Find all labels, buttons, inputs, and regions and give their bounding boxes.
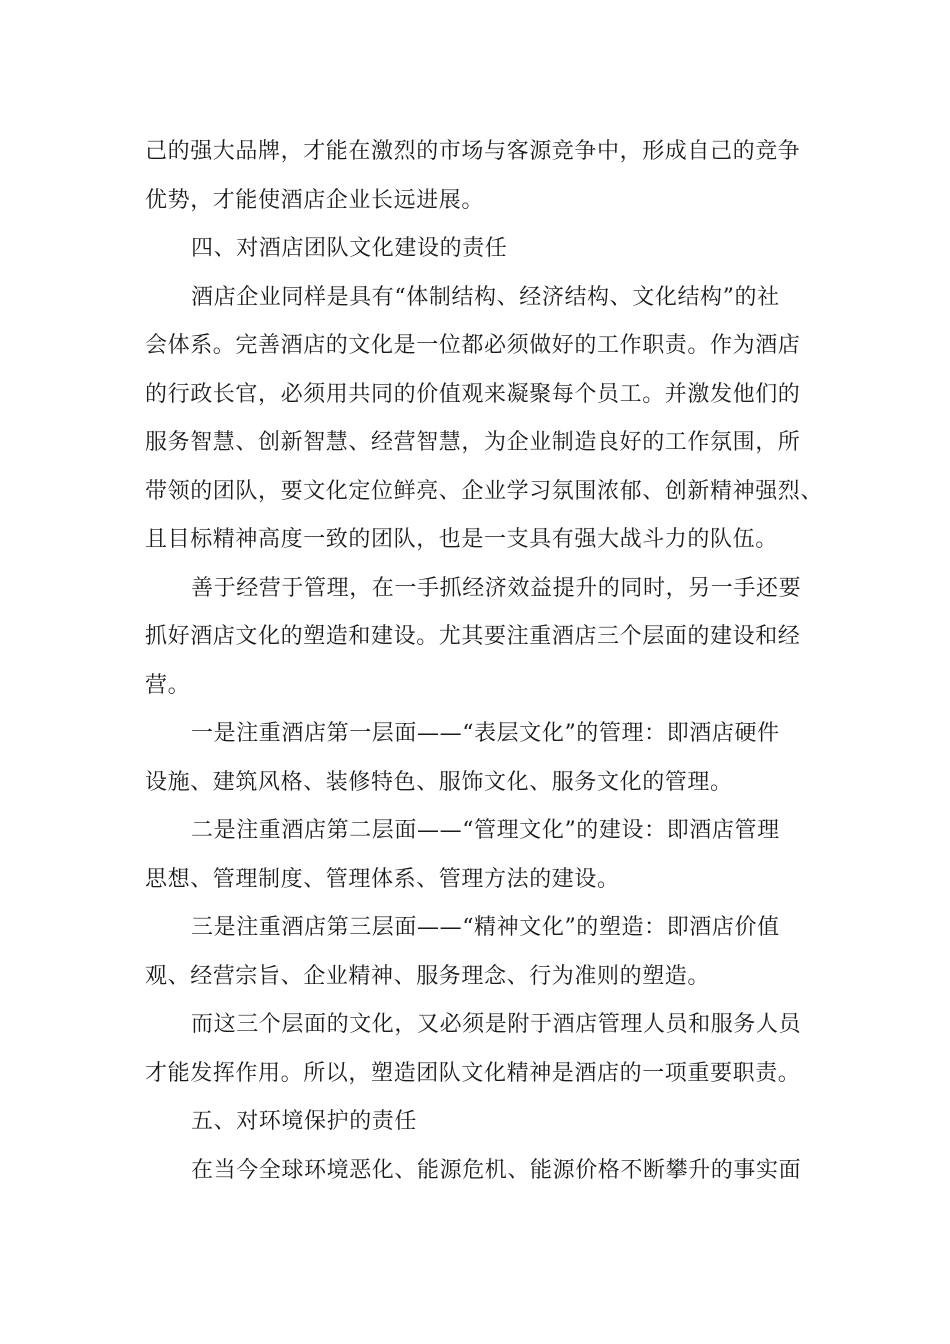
text-line: 一是注重酒店第一层面——“表层文化”的管理：即酒店硬件 xyxy=(191,721,780,746)
text-line: 酒店企业同样是具有“体制结构、经济结构、文化结构”的社 xyxy=(191,284,780,310)
text-line: 的行政长官，必须用共同的价值观来凝聚每个员工。并激发他们的 xyxy=(145,381,801,407)
paragraph xyxy=(145,1001,835,1098)
text-line: 而这三个层面的文化，又必须是附于酒店管理人员和服务人员 xyxy=(191,1012,802,1037)
text-line: 带领的团队，要文化定位鲜亮、企业学习氛围浓郁、创新精神强烈、 xyxy=(145,478,824,504)
text-line: 优势，才能使酒店企业长远进展。 xyxy=(145,187,485,213)
text-line: 二是注重酒店第二层面——“管理文化”的建设：即酒店管理 xyxy=(191,818,780,843)
paragraph-continuation xyxy=(145,128,835,225)
text-line: 己的强大品牌，才能在激烈的市场与客源竞争中，形成自己的竞争 xyxy=(145,139,801,164)
text-line: 营。 xyxy=(145,672,191,698)
text-line: 才能发挥作用。所以，塑造团队文化精神是酒店的一项重要职责。 xyxy=(145,1060,801,1086)
text-line: 服务智慧、创新智慧、经营智慧，为企业制造良好的工作氛围，所 xyxy=(145,430,801,455)
section-heading-4 xyxy=(145,225,835,274)
text-line: 思想、管理制度、管理体系、管理方法的建设。 xyxy=(145,866,620,892)
text-line: 设施、建筑风格、装修特色、服饰文化、服务文化的管理。 xyxy=(145,769,733,795)
text-line: 抓好酒店文化的塑造和建设。尤其要注重酒店三个层面的建设和经 xyxy=(145,624,801,649)
paragraph xyxy=(145,1147,835,1196)
text-line: 在当今全球环境恶化、能源危机、能源价格不断攀升的事实面 xyxy=(191,1157,802,1183)
text-line: 三是注重酒店第三层面——“精神文化”的塑造：即酒店价值 xyxy=(191,915,780,940)
paragraph xyxy=(145,565,835,711)
text-line: 四、对酒店团队文化建设的责任 xyxy=(191,236,508,261)
text-line: 且目标精神高度一致的团队，也是一支具有强大战斗力的队伍。 xyxy=(145,527,778,552)
text-line: 五、对环境保护的责任 xyxy=(191,1109,418,1134)
text-line: 会体系。完善酒店的文化是一位都必须做好的工作职责。作为酒店 xyxy=(145,333,801,358)
paragraph xyxy=(145,807,835,904)
paragraph xyxy=(145,274,835,565)
section-heading-5 xyxy=(145,1098,835,1147)
document-body xyxy=(145,128,835,1195)
paragraph xyxy=(145,710,835,807)
text-line: 观、经营宗旨、企业精神、服务理念、行为准则的塑造。 xyxy=(145,963,711,989)
text-line: 善于经营于管理，在一手抓经济效益提升的同时，另一手还要 xyxy=(191,575,802,601)
paragraph xyxy=(145,904,835,1001)
